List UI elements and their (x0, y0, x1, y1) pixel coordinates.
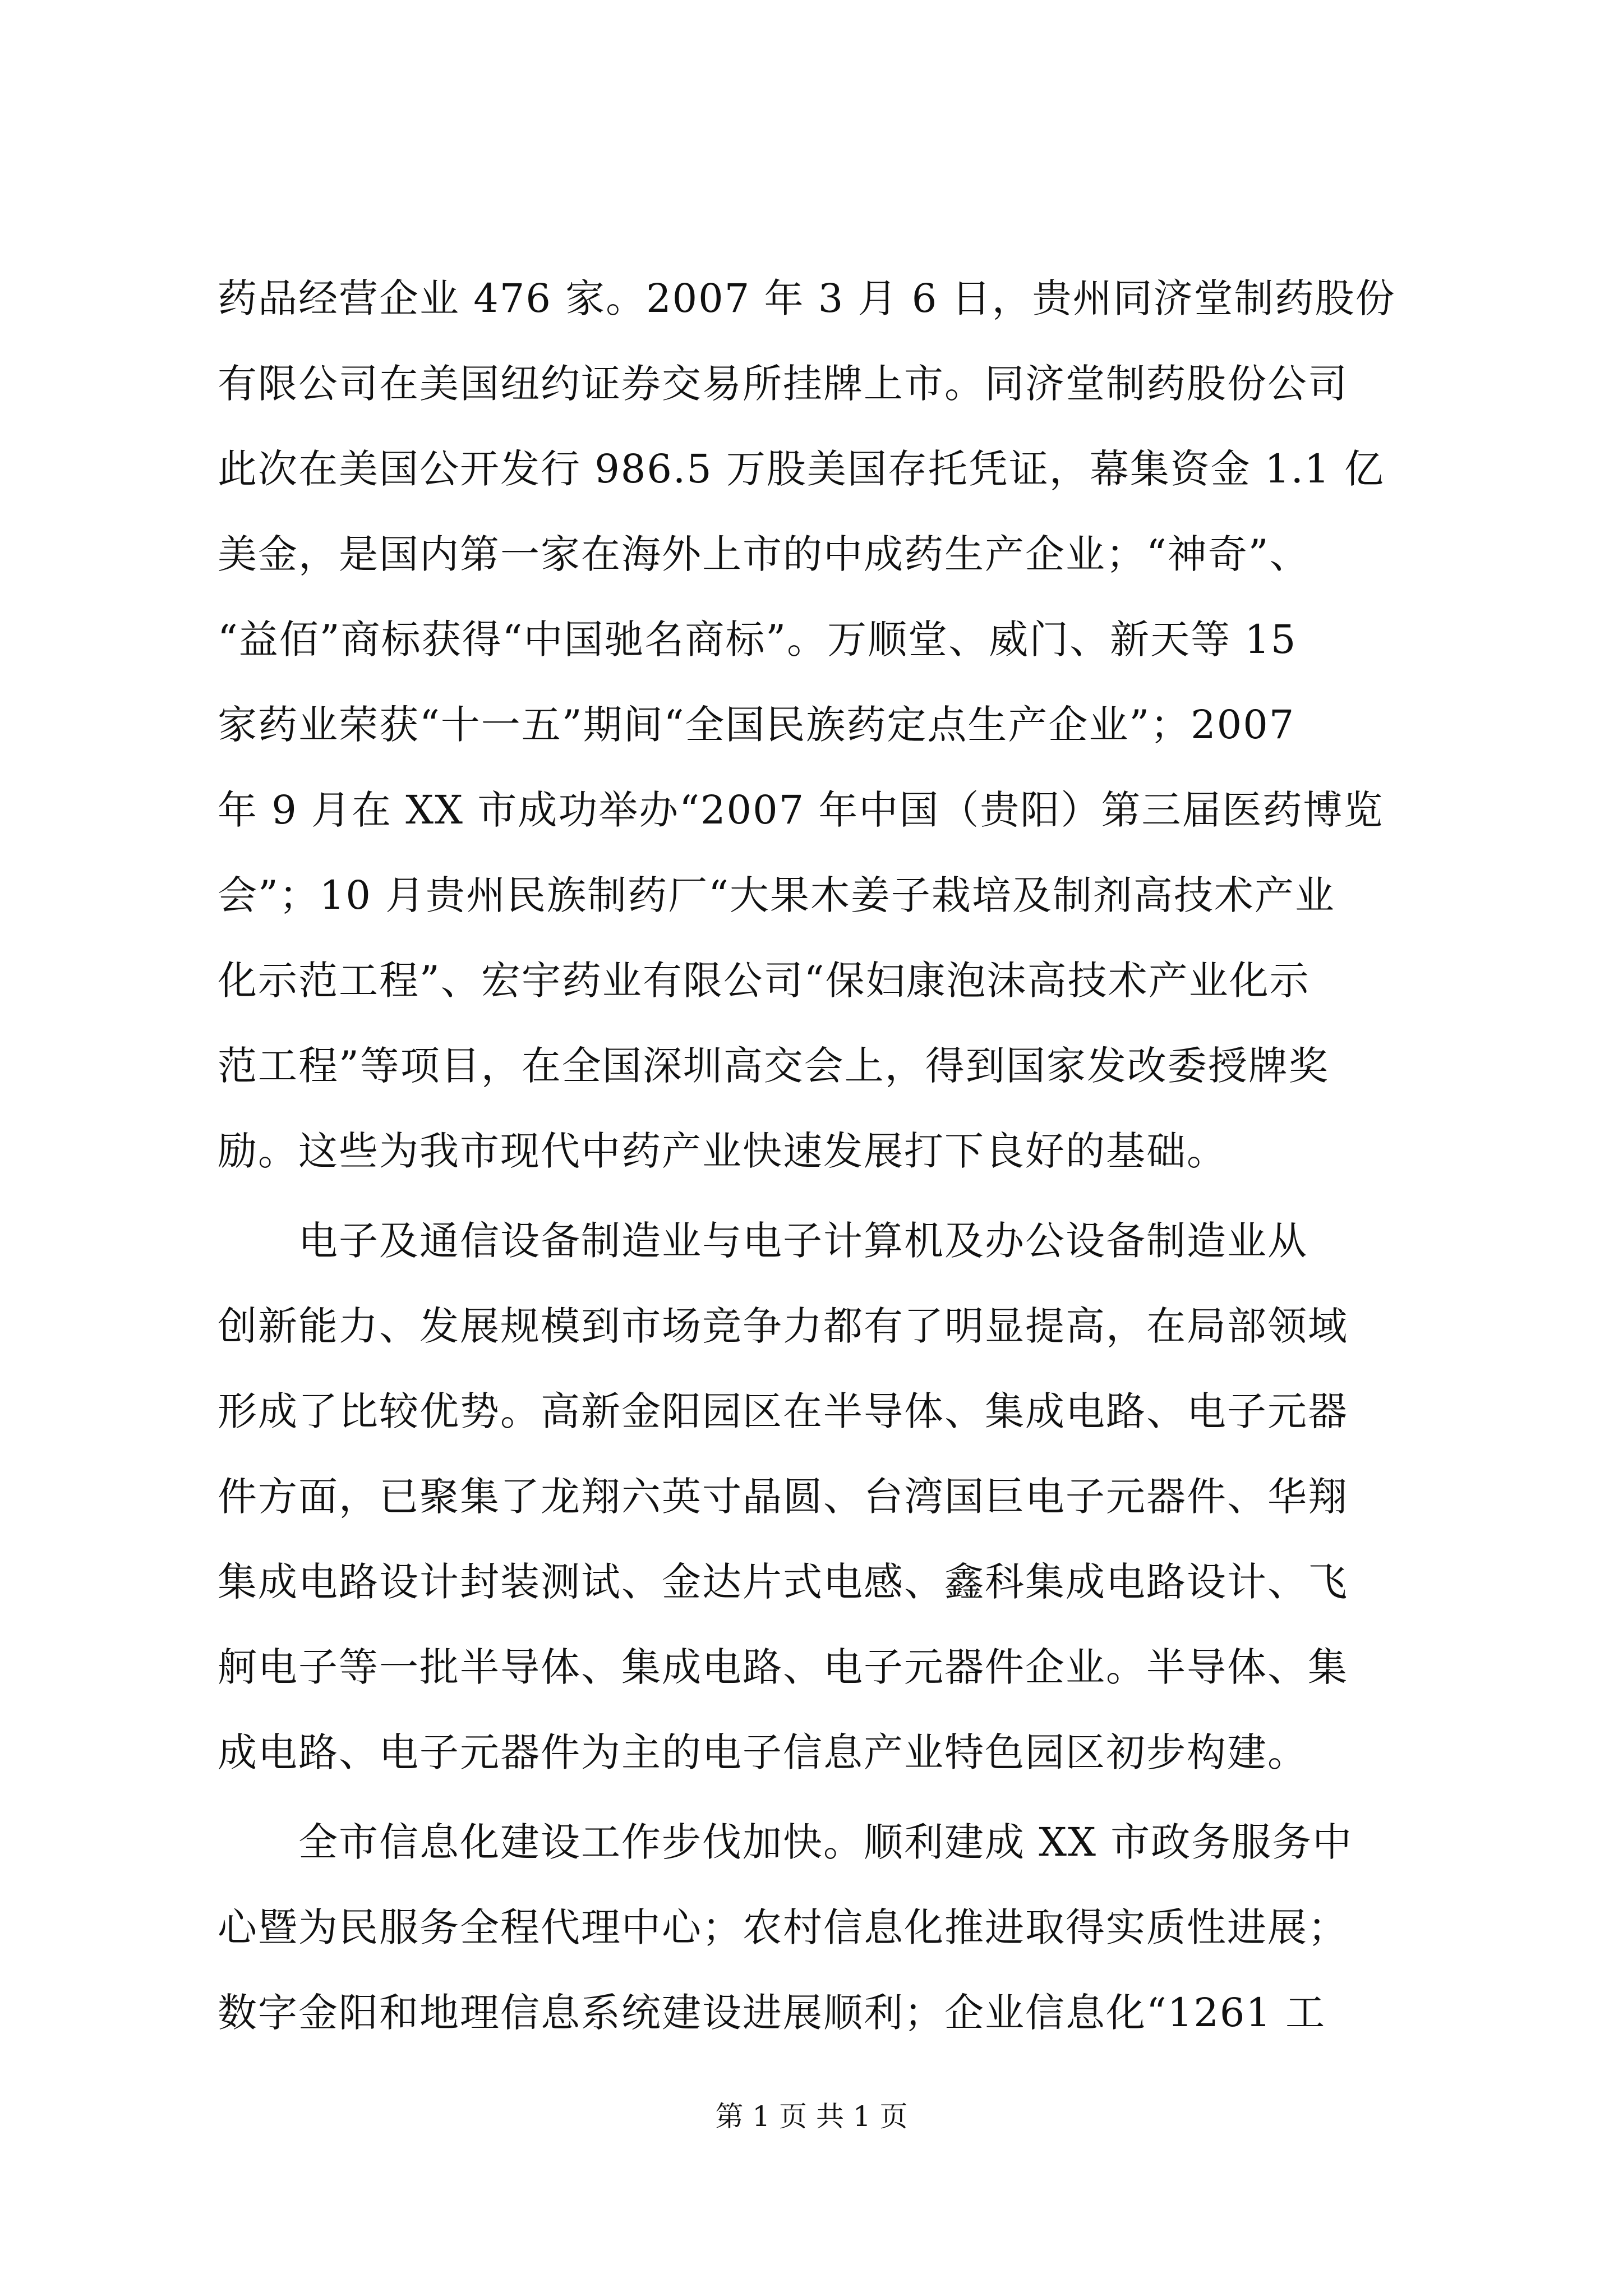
text-line: 电子及通信设备制造业与电子计算机及办公设备制造业从 (218, 1218, 1308, 1264)
text-line: 范工程”等项目，在全国深圳高交会上，得到国家发改委授牌奖 (218, 1043, 1329, 1089)
text-line: 集成电路设计封装测试、金达片式电感、鑫科集成电路设计、飞 (218, 1559, 1348, 1605)
text-line: 年 9 月在 XX 市成功举办“2007 年中国（贵阳）第三届医药博览 (218, 787, 1384, 833)
text-line: 化示范工程”、宏宇药业有限公司“保妇康泡沫高技术产业化示 (218, 958, 1310, 1004)
text-line: 有限公司在美国纽约证券交易所挂牌上市。同济堂制药股份公司 (218, 361, 1348, 407)
text-line: 美金，是国内第一家在海外上市的中成药生产企业；“神奇”、 (218, 531, 1310, 577)
paragraph-gap (218, 1194, 1429, 1198)
text-line: 全市信息化建设工作步伐加快。顺利建成 XX 市政务服务中 (218, 1819, 1353, 1865)
page-footer: 第 1 页 共 1 页 (715, 2100, 908, 2133)
text-line: 会”；10 月贵州民族制药厂“大果木姜子栽培及制剂高技术产业 (218, 872, 1335, 918)
text-line: 药品经营企业 476 家。2007 年 3 月 6 日，贵州同济堂制药股份 (218, 275, 1396, 321)
document-body (218, 256, 1429, 2055)
text-line: 件方面，已聚集了龙翔六英寸晶圆、台湾国巨电子元器件、华翔 (218, 1474, 1348, 1520)
text-line: 数字金阳和地理信息系统建设进展顺利；企业信息化“1261 工 (218, 1990, 1326, 2036)
text-line: 励。这些为我市现代中药产业快速发展打下良好的基础。 (218, 1128, 1227, 1174)
text-line: 心暨为民服务全程代理中心；农村信息化推进取得实质性进展； (218, 1904, 1348, 1950)
text-line: 舸电子等一批半导体、集成电路、电子元器件企业。半导体、集 (218, 1644, 1348, 1690)
text-line: 家药业荣获“十一五”期间“全国民族药定点生产企业”；2007 (218, 702, 1295, 748)
text-line: 形成了比较优势。高新金阳园区在半导体、集成电路、电子元器 (218, 1388, 1348, 1434)
text-line: 创新能力、发展规模到市场竞争力都有了明显提高，在局部领域 (218, 1303, 1348, 1349)
text-line: 成电路、电子元器件为主的电子信息产业特色园区初步构建。 (218, 1729, 1308, 1775)
text-line: “益佰”商标获得“中国驰名商标”。万顺堂、威门、新天等 15 (218, 616, 1297, 662)
text-line: 此次在美国公开发行 986.5 万股美国存托凭证，幕集资金 1.1 亿 (218, 446, 1385, 492)
paragraph-gap (218, 1795, 1429, 1800)
